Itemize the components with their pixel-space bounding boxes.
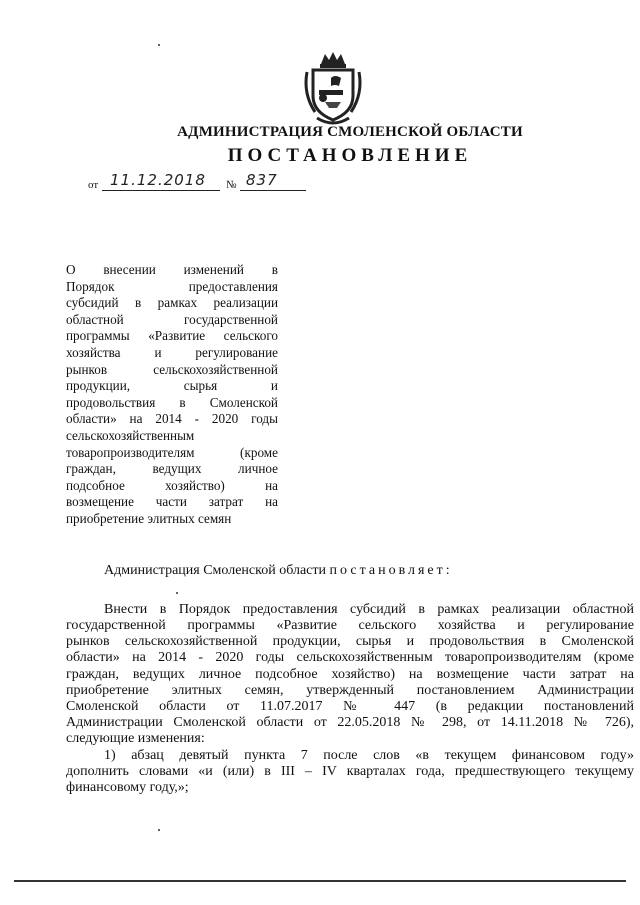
number-underline [240, 190, 306, 191]
subject-line: подсобное хозяйство) на [66, 477, 278, 493]
organization-title: АДМИНИСТРАЦИЯ СМОЛЕНСКОЙ ОБЛАСТИ [177, 124, 523, 140]
paragraph-line: граждан, ведущих личное подсобное хозяйство) на возмещение части затрат на [66, 666, 634, 682]
paragraph-line: следующие изменения: [66, 731, 205, 747]
subject-line: сельскохозяйственным [66, 427, 195, 443]
subject-line: рынков сельскохозяйственной [66, 361, 278, 377]
decree-verb: постановляет: [329, 563, 453, 578]
date-label: от [88, 179, 99, 191]
subject-line: области» на 2014 - 2020 годы [66, 411, 278, 427]
page-bottom-rule [14, 880, 626, 882]
paragraph-line: Администрации Смоленской области от 22.05.2018 № 298, от 14.11.2018 № 726), [66, 715, 634, 731]
decree-statement [104, 563, 453, 579]
document-type-title: ПОСТАНОВЛЕНИЕ [227, 145, 473, 166]
subject-line: приобретение элитных семян [66, 510, 232, 526]
subject-line: программы «Развитие сельского [66, 328, 278, 344]
subject-line: хозяйства и регулирование [66, 344, 278, 360]
scan-speck [176, 592, 178, 594]
subject-line: О внесении изменений в [66, 262, 278, 277]
subject-line: Порядок предоставления [66, 278, 278, 294]
subject-line: граждан, ведущих личное [66, 461, 278, 477]
coat-of-arms-icon [301, 50, 365, 126]
paragraph-line: приобретение элитных семян, утвержденный постановлением Администрации [66, 682, 634, 698]
paragraph-line: 1) абзац девятый пункта 7 после слов «в текущем финансовом году» [104, 748, 634, 763]
paragraph-line: Смоленской области от 11.07.2017 № 447 (в редакции постановлений [66, 699, 634, 715]
paragraph-line: области» на 2014 - 2020 годы сельскохозяйственным товаропроизводителям (кроме [66, 650, 634, 666]
subject-line: субсидий в рамках реализации [66, 295, 278, 311]
paragraph-line: рынков сельскохозяйственной продукции, сырья и продовольствия в Смоленской [66, 634, 634, 650]
number-value: 837 [246, 171, 278, 189]
paragraph-line: дополнить словами «и (или) в III – IV кварталах года, предшествующего текущему [66, 764, 634, 779]
document-subject [66, 262, 278, 528]
paragraph-line: финансовому году,»; [66, 780, 189, 796]
date-underline [102, 190, 220, 191]
subject-line: возмещение части затрат на [66, 494, 278, 510]
paragraph-amendment-cont [66, 618, 634, 748]
paragraph-item1 [104, 748, 634, 764]
paragraph-line: государственной программы «Развитие сельского хозяйства и регулирование [66, 618, 634, 633]
subject-line: продукции, сырья и [66, 378, 278, 394]
subject-line: продовольствия в Смоленской [66, 394, 278, 410]
date-number-line [88, 171, 328, 193]
scan-speck [158, 829, 160, 831]
date-value: 11.12.2018 [110, 171, 206, 189]
paragraph-amendment [66, 602, 634, 618]
subject-line: товаропроизводителям (кроме [66, 444, 278, 460]
scan-speck [158, 44, 160, 46]
paragraph-item1-cont [66, 764, 634, 796]
number-label: № [226, 179, 237, 191]
decree-prefix: Администрация Смоленской области [104, 563, 327, 578]
subject-line: областной государственной [66, 311, 278, 327]
paragraph-line: Внести в Порядок предоставления субсидий в рамках реализации областной [104, 602, 634, 617]
